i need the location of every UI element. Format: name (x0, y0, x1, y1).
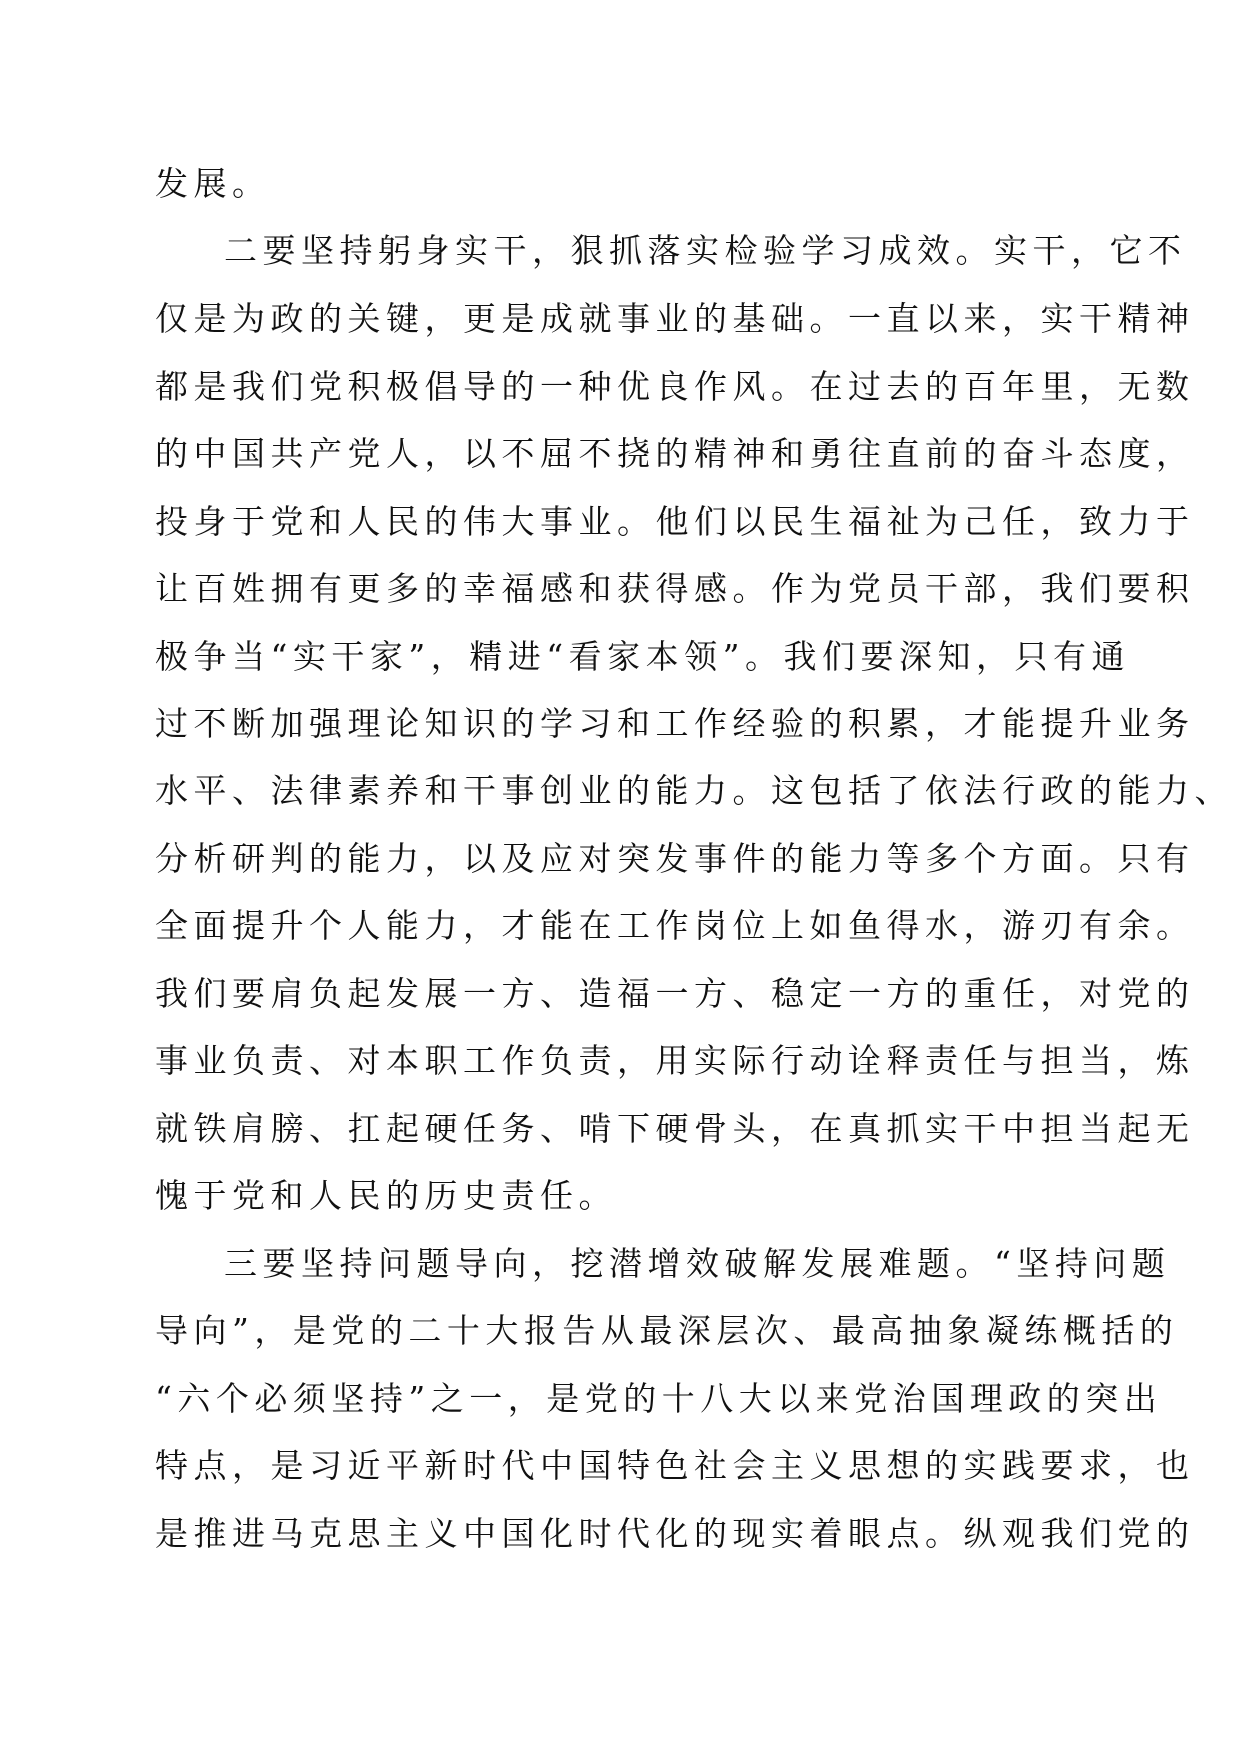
text-line: 让百姓拥有更多的幸福感和获得感。作为党员干部，我们要积 (155, 569, 1195, 608)
text-line: 的中国共产党人，以不屈不挠的精神和勇往直前的奋斗态度， (155, 434, 1195, 473)
text-line: 就铁肩膀、扛起硬任务、啃下硬骨头，在真抓实干中担当起无 (155, 1109, 1195, 1148)
text-line: 全面提升个人能力，才能在工作岗位上如鱼得水，游刃有余。 (155, 906, 1195, 945)
text-line: 都是我们党积极倡导的一种优良作风。在过去的百年里，无数 (155, 367, 1195, 406)
text-line: 导向”，是党的二十大报告从最深层次、最高抽象凝练概括的 (155, 1311, 1179, 1350)
text-line: “六个必须坚持”之一，是党的十八大以来党治国理政的突出 (155, 1379, 1163, 1418)
paragraph-start-line: 二要坚持躬身实干，狠抓落实检验学习成效。实干，它不 (224, 231, 1187, 270)
text-line: 特点，是习近平新时代中国特色社会主义思想的实践要求，也 (155, 1446, 1195, 1485)
text-line: 过不断加强理论知识的学习和工作经验的积累，才能提升业务 (155, 704, 1195, 743)
text-line: 事业负责、对本职工作负责，用实际行动诠释责任与担当，炼 (155, 1041, 1195, 1080)
paragraph-start-line: 三要坚持问题导向，挖潜增效破解发展难题。“坚持问题 (224, 1244, 1171, 1283)
text-line: 极争当“实干家”，精进“看家本领”。我们要深知，只有通 (155, 637, 1130, 676)
text-line: 分析研判的能力，以及应对突发事件的能力等多个方面。只有 (155, 839, 1195, 878)
text-line: 是推进马克思主义中国化时代化的现实着眼点。纵观我们党的 (155, 1514, 1195, 1553)
text-line: 我们要肩负起发展一方、造福一方、稳定一方的重任，对党的 (155, 974, 1195, 1013)
text-line: 投身于党和人民的伟大事业。他们以民生福祉为己任，致力于 (155, 502, 1195, 541)
text-line: 水平、法律素养和干事创业的能力。这包括了依法行政的能力、 (155, 771, 1233, 810)
text-line: 发展。 (155, 164, 271, 203)
text-line: 愧于党和人民的历史责任。 (155, 1176, 617, 1215)
text-line: 仅是为政的关键，更是成就事业的基础。一直以来，实干精神 (155, 299, 1195, 338)
